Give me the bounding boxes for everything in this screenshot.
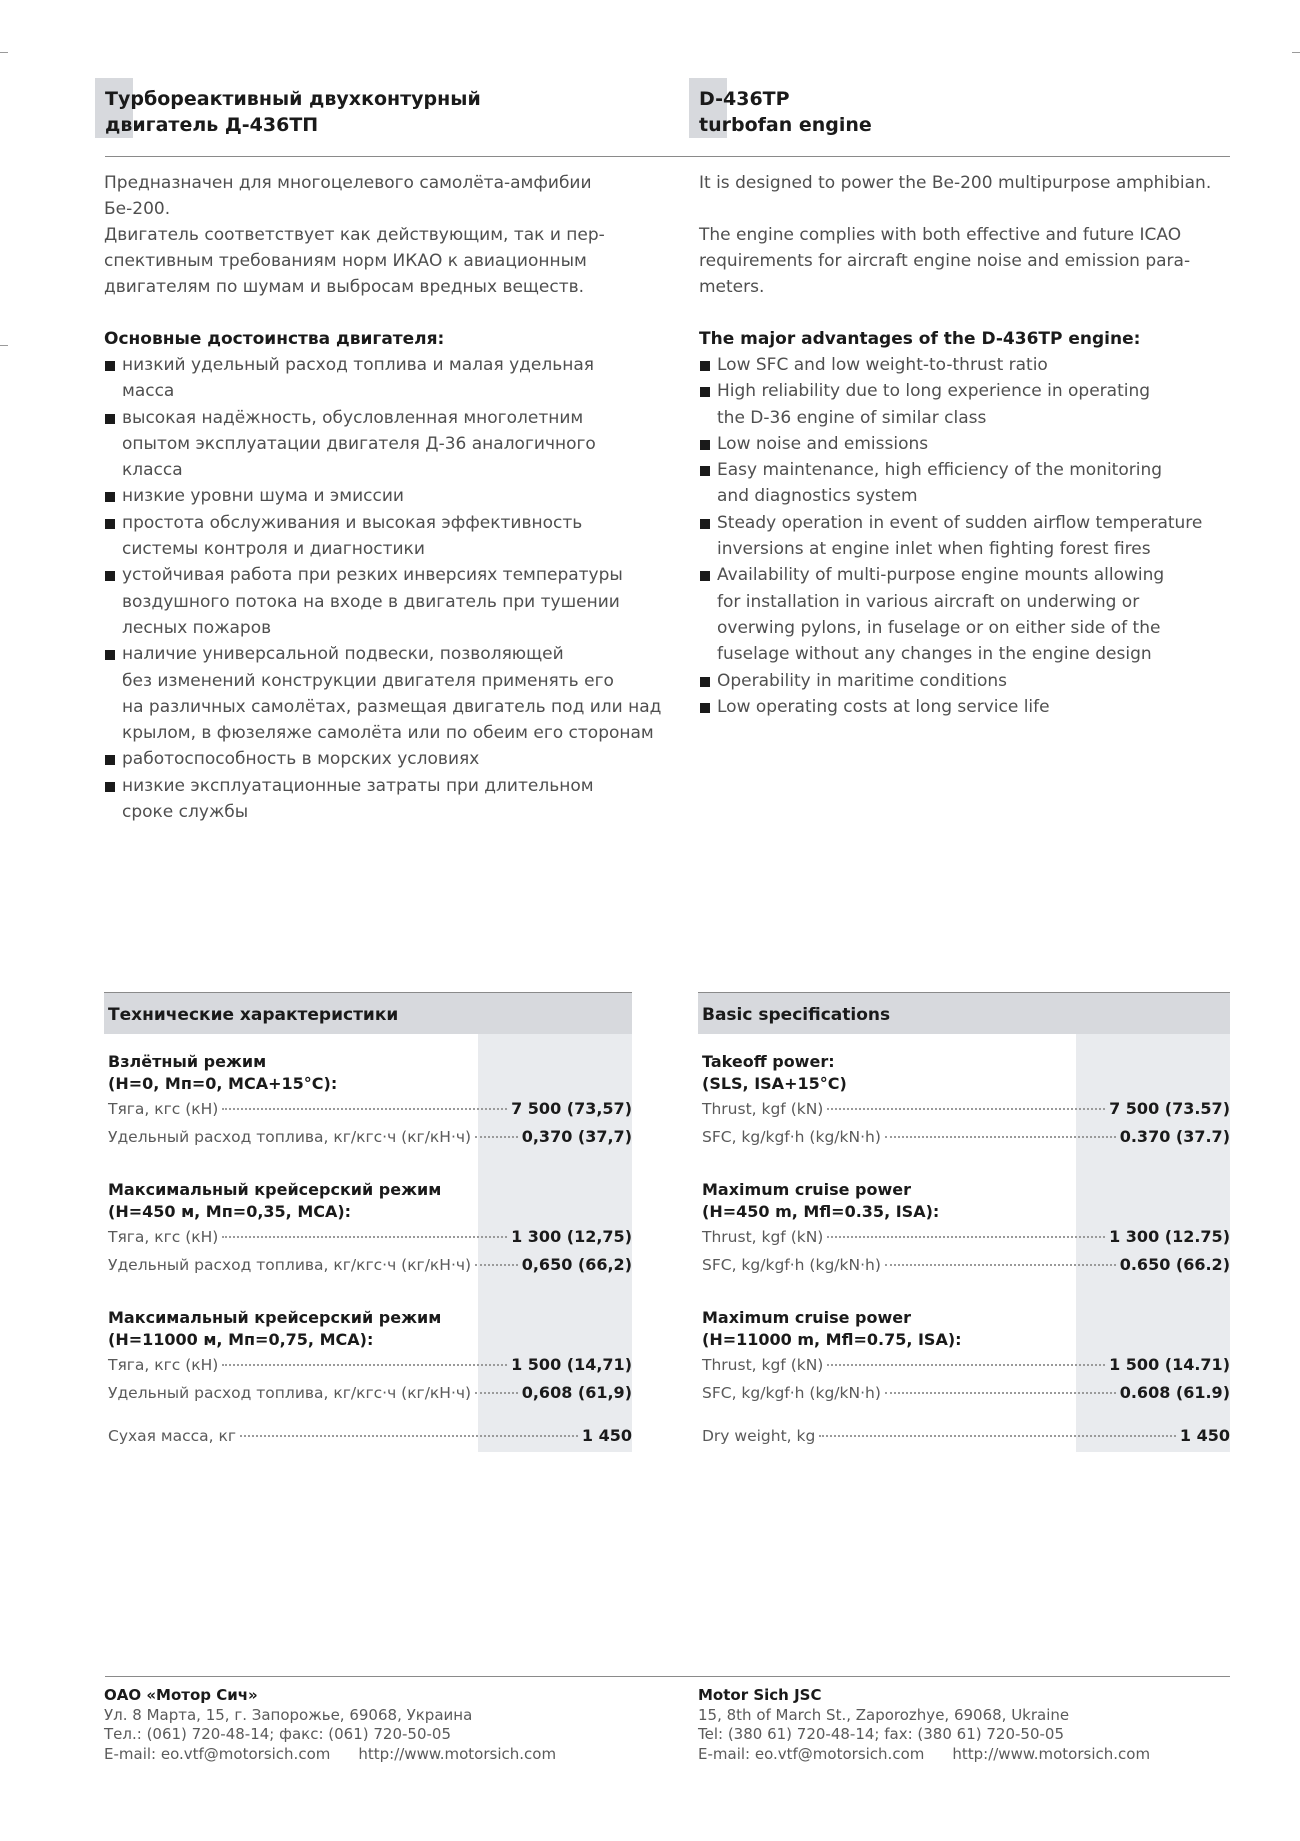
spec-group: Максимальный крейсерский режим (H=450 м, Mп=0,35, МСА): Тяга, кгс (кН) 1 300 (12,75) Удельный расход топлива, кг/кгс·ч (кг/кН·ч) 0,650 (66,2) [104,1179,632,1279]
ru-intro-line: спективным требованиям норм ИКАО к авиационным [104,251,587,271]
spec-group: Максимальный крейсерский режим (H=11000 м, Mп=0,75, МСА): Тяга, кгс (кН) 1 500 (14,71) Удельный расход топлива, кг/кгс·ч (кг/кН·ч) 0,608 (61,9) [104,1307,632,1407]
list-item: простота обслуживания и высокая эффективность системы контроля и диагностики [104,510,664,563]
ru-spec-table [104,992,632,1462]
ru-spec-title: Технические характеристики [104,992,632,1034]
address: 15, 8th of March St., Zaporozhye, 69068, Ukraine [698,1705,1070,1724]
spec-row: Тяга, кгс (кН) 1 500 (14,71) [108,1355,632,1374]
list-item: Low noise and emissions [699,431,1239,457]
list-item: Operability in maritime conditions [699,668,1239,694]
spec-row: SFC, kg/kgf·h (kg/kN·h) 0.650 (66.2) [702,1255,1230,1274]
spec-group [104,1422,632,1450]
ru-title-line: двигатель Д-436ТП [105,114,319,136]
spec-group [698,1422,1230,1450]
en-footer [698,1686,1150,1764]
list-item: Availability of multi-purpose engine mounts allowing for installation in various aircraft on underwing or overwing pylons, in fuselage or on either side of the fuselage without any changes in the engine design [699,562,1239,667]
en-title [699,86,872,138]
phone: Тел.: (061) 720-48-14; факс: (061) 720-50-05 [104,1725,451,1743]
ru-title-line: Турбореактивный двухконтурный [105,88,481,110]
spec-row: SFC, kg/kgf·h (kg/kN·h) 0.608 (61.9) [702,1383,1230,1402]
ru-title [105,86,481,138]
ru-intro-line: Бе-200. [104,199,171,219]
spec-row: Тяга, кгс (кН) 7 500 (73,57) [108,1099,632,1118]
en-advantages-list [699,352,1239,720]
company-name: Motor Sich JSC [698,1686,822,1704]
spec-row: SFC, kg/kgf·h (kg/kN·h) 0.370 (37.7) [702,1127,1230,1146]
list-item: наличие универсальной подвески, позволяющей без изменений конструкции двигателя применять его на различных самолётах, размещая двигатель под или над крылом, в фюзеляже самолёта или по обеим его сторонам [104,641,664,746]
list-item: низкие уровни шума и эмиссии [104,483,664,509]
spec-row: Тяга, кгс (кН) 1 300 (12,75) [108,1227,632,1246]
list-item: устойчивая работа при резких инверсиях температуры воздушного потока на входе в двигатель при тушении лесных пожаров [104,562,664,641]
list-item: работоспособность в морских условиях [104,746,664,772]
list-item: High reliability due to long experience in operating the D-36 engine of similar class [699,378,1239,431]
spec-row: Thrust, kgf (kN) 1 300 (12.75) [702,1227,1230,1246]
ru-advantages-title: Основные достоинства двигателя: [104,329,445,349]
crop-mark [0,345,8,346]
en-intro-line: requirements for aircraft engine noise and emission para- [699,251,1191,271]
en-intro-line: It is designed to power the Be-200 multipurpose amphibian. [699,173,1212,193]
ru-footer [104,1686,556,1764]
spec-group: Takeoff power: (SLS, ISA+15°C) Thrust, kgf (kN) 7 500 (73.57) SFC, kg/kgf·h (kg/kN·h) 0.370 (37.7) [698,1051,1230,1151]
ru-advantages-list [104,352,664,825]
en-spec-title: Basic specifications [698,992,1230,1034]
spec-row: Dry weight, kg 1 450 [702,1426,1230,1445]
en-title-line: D-436TP [699,88,790,110]
list-item: Low SFC and low weight-to-thrust ratio [699,352,1239,378]
en-body [699,170,1239,720]
ru-intro-line: двигателям по шумам и выбросам вредных веществ. [104,277,585,297]
ru-body [104,170,664,825]
list-item: Easy maintenance, high efficiency of the monitoring and diagnostics system [699,457,1239,510]
en-title-line: turbofan engine [699,114,872,136]
list-item: Steady operation in event of sudden airflow temperature inversions at engine inlet when fighting forest fires [699,510,1239,563]
spec-group: Взлётный режим (H=0, Mп=0, МСА+15°С): Тяга, кгс (кН) 7 500 (73,57) Удельный расход топлива, кг/кгс·ч (кг/кН·ч) 0,370 (37,7) [104,1051,632,1151]
spec-row: Thrust, kgf (kN) 1 500 (14.71) [702,1355,1230,1374]
en-advantages-title: The major advantages of the D-436TP engine: [699,329,1141,349]
ru-intro-line: Двигатель соответствует как действующим, так и пер- [104,225,605,245]
crop-mark [1292,52,1300,53]
phone: Tel: (380 61) 720-48-14; fax: (380 61) 720-50-05 [698,1725,1064,1743]
en-intro-line: meters. [699,277,765,297]
website-link[interactable]: http://www.motorsich.com [358,1744,557,1763]
header-rule [105,156,1230,157]
footer-rule [105,1676,1230,1677]
en-intro-line [699,196,1239,222]
ru-intro-line: Предназначен для многоцелевого самолёта-амфибии [104,173,592,193]
spec-row: Сухая масса, кг 1 450 [108,1426,632,1445]
spec-row: Thrust, kgf (kN) 7 500 (73.57) [702,1099,1230,1118]
list-item: высокая надёжность, обусловленная многолетним опытом эксплуатации двигателя Д-36 аналогичного класса [104,405,664,484]
spec-row: Удельный расход топлива, кг/кгс·ч (кг/кН·ч) 0,370 (37,7) [108,1127,632,1146]
email-link[interactable]: E-mail: eo.vtf@motorsich.com [104,1744,331,1763]
email-link[interactable]: E-mail: eo.vtf@motorsich.com [698,1744,925,1763]
list-item: Low operating costs at long service life [699,694,1239,720]
company-name: ОАО «Мотор Сич» [104,1686,258,1704]
spec-row: Удельный расход топлива, кг/кгс·ч (кг/кН·ч) 0,650 (66,2) [108,1255,632,1274]
address: Ул. 8 Марта, 15, г. Запорожье, 69068, Украина [104,1705,473,1724]
list-item: низкий удельный расход топлива и малая удельная масса [104,352,664,405]
en-intro-line: The engine complies with both effective and future ICAO [699,225,1182,245]
website-link[interactable]: http://www.motorsich.com [952,1744,1151,1763]
spec-group: Maximum cruise power (H=450 m, Mfl=0.35, ISA): Thrust, kgf (kN) 1 300 (12.75) SFC, kg/kgf·h (kg/kN·h) 0.650 (66.2) [698,1179,1230,1279]
spec-row: Удельный расход топлива, кг/кгс·ч (кг/кН·ч) 0,608 (61,9) [108,1383,632,1402]
spec-group: Maximum cruise power (H=11000 m, Mfl=0.75, ISA): Thrust, kgf (kN) 1 500 (14.71) SFC, kg/kgf·h (kg/kN·h) 0.608 (61.9) [698,1307,1230,1407]
crop-mark [0,52,8,53]
en-spec-table [698,992,1230,1462]
list-item: низкие эксплуатационные затраты при длительном сроке службы [104,773,664,826]
